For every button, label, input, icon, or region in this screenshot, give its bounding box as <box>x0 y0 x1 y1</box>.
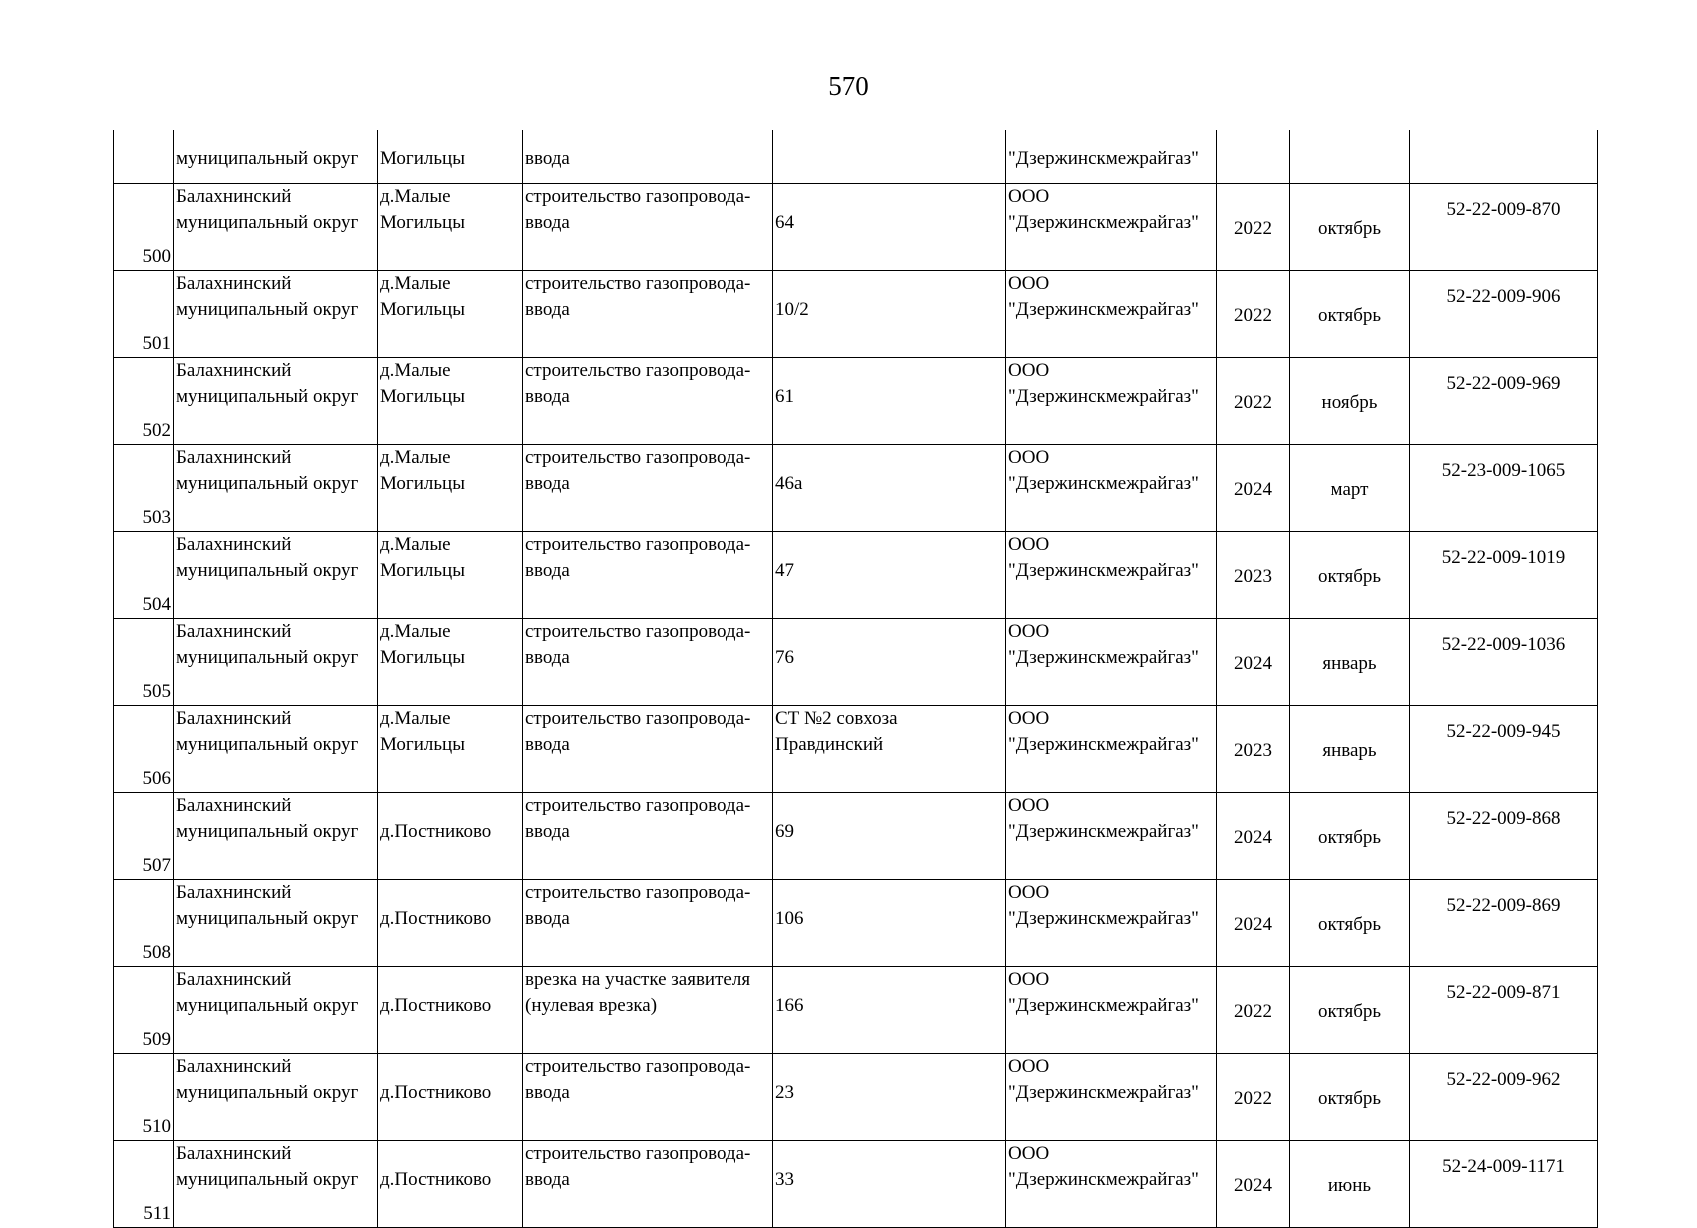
district-line: муниципальный округ <box>176 908 359 929</box>
cell-district <box>174 1054 378 1141</box>
cell-month <box>1290 130 1410 184</box>
cell-work <box>523 967 773 1054</box>
locality-line <box>380 1141 520 1167</box>
cell-work <box>523 358 773 445</box>
org-line: ООО <box>1008 969 1050 990</box>
cell-locality <box>378 532 523 619</box>
district-line: Балахнинский <box>176 795 292 816</box>
cell-year: 2024 <box>1217 880 1290 967</box>
cell-district <box>174 706 378 793</box>
address-line: 64 <box>775 212 794 233</box>
org-line: ООО <box>1008 1056 1050 1077</box>
locality-line <box>380 793 520 819</box>
district-line: муниципальный округ <box>176 1169 359 1190</box>
address-line: 33 <box>775 1169 794 1190</box>
district-line: муниципальный округ <box>176 299 359 320</box>
table-row <box>114 532 1598 619</box>
locality-line <box>380 1054 520 1080</box>
cell-org <box>1006 706 1217 793</box>
address-line: 106 <box>775 908 804 929</box>
work-line: строительство газопровода- <box>525 621 751 642</box>
locality-line: Могильцы <box>380 560 465 581</box>
org-line: "Дзержинскмежрайгаз" <box>1008 386 1199 407</box>
cell-locality <box>378 184 523 271</box>
address-line <box>775 880 1003 906</box>
cell-code <box>1410 130 1598 184</box>
cell-num: 505 <box>114 619 174 706</box>
work-line: строительство газопровода- <box>525 186 751 207</box>
cell-year <box>1217 130 1290 184</box>
cell-num: 501 <box>114 271 174 358</box>
cell-month: октябрь <box>1290 184 1410 271</box>
district-line: Балахнинский <box>176 708 292 729</box>
cell-num: 509 <box>114 967 174 1054</box>
cell-district <box>174 184 378 271</box>
org-line: "Дзержинскмежрайгаз" <box>1008 560 1199 581</box>
work-line: строительство газопровода- <box>525 447 751 468</box>
work-line: ввода <box>525 212 570 233</box>
cell-address <box>773 532 1006 619</box>
table-row <box>114 184 1598 271</box>
work-line: ввода <box>525 1082 570 1103</box>
org-line: "Дзержинскмежрайгаз" <box>1008 908 1199 929</box>
cell-year: 2024 <box>1217 793 1290 880</box>
cell-address <box>773 706 1006 793</box>
cell-address <box>773 880 1006 967</box>
cell-code: 52-22-009-1036 <box>1410 619 1598 706</box>
locality-line <box>380 880 520 906</box>
cell-year: 2023 <box>1217 706 1290 793</box>
cell-work <box>523 271 773 358</box>
cell-month: октябрь <box>1290 271 1410 358</box>
cell-year: 2022 <box>1217 271 1290 358</box>
cell-month: январь <box>1290 706 1410 793</box>
address-line: Правдинский <box>775 734 884 755</box>
locality-line: д.Постниково <box>380 908 492 929</box>
work-line: строительство газопровода- <box>525 360 751 381</box>
cell-month: октябрь <box>1290 1054 1410 1141</box>
district-line: Балахнинский <box>176 447 292 468</box>
org-line: "Дзержинскмежрайгаз" <box>1008 734 1199 755</box>
cell-month: июнь <box>1290 1141 1410 1228</box>
cell-code: 52-22-009-945 <box>1410 706 1598 793</box>
cell-work <box>523 793 773 880</box>
work-line: строительство газопровода- <box>525 534 751 555</box>
cell-org <box>1006 445 1217 532</box>
cell-district: муниципальный округ <box>174 130 378 184</box>
cell-work <box>523 184 773 271</box>
cell-locality <box>378 967 523 1054</box>
continuation-row <box>114 130 1598 184</box>
cell-district <box>174 793 378 880</box>
district-line: муниципальный округ <box>176 386 359 407</box>
cell-month: октябрь <box>1290 793 1410 880</box>
cell-address <box>773 358 1006 445</box>
cell-address <box>773 1141 1006 1228</box>
district-line: Балахнинский <box>176 273 292 294</box>
work-line: строительство газопровода- <box>525 708 751 729</box>
org-line: ООО <box>1008 186 1050 207</box>
district-line: муниципальный округ <box>176 647 359 668</box>
cell-month: март <box>1290 445 1410 532</box>
district-line: Балахнинский <box>176 969 292 990</box>
locality-line: Могильцы <box>380 473 465 494</box>
work-line: ввода <box>525 821 570 842</box>
table-row <box>114 793 1598 880</box>
cell-num: 502 <box>114 358 174 445</box>
cell-code: 52-22-009-1019 <box>1410 532 1598 619</box>
cell-district <box>174 967 378 1054</box>
cell-work: ввода <box>523 130 773 184</box>
cell-org <box>1006 880 1217 967</box>
org-line: ООО <box>1008 360 1050 381</box>
cell-org <box>1006 1054 1217 1141</box>
work-line: ввода <box>525 473 570 494</box>
registry-table <box>113 130 1598 1228</box>
cell-org <box>1006 619 1217 706</box>
cell-district <box>174 445 378 532</box>
cell-address <box>773 967 1006 1054</box>
table-row <box>114 271 1598 358</box>
locality-line: Могильцы <box>380 212 465 233</box>
cell-locality <box>378 619 523 706</box>
cell-year: 2022 <box>1217 967 1290 1054</box>
cell-work <box>523 880 773 967</box>
locality-line: д.Постниково <box>380 995 492 1016</box>
cell-num: 508 <box>114 880 174 967</box>
locality-line: д.Постниково <box>380 1169 492 1190</box>
work-line: (нулевая врезка) <box>525 995 658 1016</box>
cell-locality <box>378 1141 523 1228</box>
address-line <box>775 358 1003 384</box>
cell-address <box>773 184 1006 271</box>
cell-locality <box>378 271 523 358</box>
org-line: "Дзержинскмежрайгаз" <box>1008 647 1199 668</box>
cell-num: 511 <box>114 1141 174 1228</box>
cell-year: 2024 <box>1217 445 1290 532</box>
org-line: "Дзержинскмежрайгаз" <box>1008 821 1199 842</box>
cell-work <box>523 532 773 619</box>
cell-locality <box>378 880 523 967</box>
cell-locality <box>378 358 523 445</box>
org-line: "Дзержинскмежрайгаз" <box>1008 473 1199 494</box>
cell-num: 507 <box>114 793 174 880</box>
cell-work <box>523 619 773 706</box>
district-line: муниципальный округ <box>176 995 359 1016</box>
cell-num: 510 <box>114 1054 174 1141</box>
district-line: Балахнинский <box>176 1056 292 1077</box>
cell-district <box>174 271 378 358</box>
district-line: Балахнинский <box>176 360 292 381</box>
table-row <box>114 880 1598 967</box>
cell-work <box>523 706 773 793</box>
cell-district <box>174 1141 378 1228</box>
cell-code: 52-22-009-969 <box>1410 358 1598 445</box>
cell-work <box>523 1141 773 1228</box>
address-line: 166 <box>775 995 804 1016</box>
cell-district <box>174 619 378 706</box>
district-line: муниципальный округ <box>176 734 359 755</box>
cell-month: октябрь <box>1290 880 1410 967</box>
address-line <box>775 445 1003 471</box>
address-line: 46а <box>775 473 803 494</box>
locality-line: д.Малые <box>380 534 451 555</box>
page-number: 570 <box>828 71 869 101</box>
cell-org <box>1006 967 1217 1054</box>
cell-year: 2022 <box>1217 1054 1290 1141</box>
address-line: 69 <box>775 821 794 842</box>
cell-code: 52-24-009-1171 <box>1410 1141 1598 1228</box>
org-line: ООО <box>1008 273 1050 294</box>
district-line: Балахнинский <box>176 1143 292 1164</box>
work-line: ввода <box>525 1169 570 1190</box>
address-line <box>775 619 1003 645</box>
address-line: СТ №2 совхоза <box>775 708 898 729</box>
locality-line: Могильцы <box>380 299 465 320</box>
cell-org <box>1006 271 1217 358</box>
work-line: строительство газопровода- <box>525 273 751 294</box>
address-line: 23 <box>775 1082 794 1103</box>
org-line: ООО <box>1008 708 1050 729</box>
locality-line: Могильцы <box>380 386 465 407</box>
cell-locality <box>378 706 523 793</box>
locality-line: д.Постниково <box>380 1082 492 1103</box>
table-row <box>114 619 1598 706</box>
work-line: врезка на участке заявителя <box>525 969 751 990</box>
org-line: "Дзержинскмежрайгаз" <box>1008 299 1199 320</box>
work-line: ввода <box>525 299 570 320</box>
locality-line <box>380 967 520 993</box>
cell-code: 52-22-009-962 <box>1410 1054 1598 1141</box>
locality-line: Могильцы <box>380 647 465 668</box>
org-line: "Дзержинскмежрайгаз" <box>1008 1082 1199 1103</box>
cell-year: 2024 <box>1217 1141 1290 1228</box>
work-line: ввода <box>525 734 570 755</box>
cell-code: 52-22-009-869 <box>1410 880 1598 967</box>
work-line: ввода <box>525 908 570 929</box>
work-line: строительство газопровода- <box>525 882 751 903</box>
cell-month: октябрь <box>1290 532 1410 619</box>
table-row <box>114 706 1598 793</box>
district-line: муниципальный округ <box>176 560 359 581</box>
cell-address <box>773 130 1006 184</box>
locality-line: д.Малые <box>380 186 451 207</box>
cell-num: 504 <box>114 532 174 619</box>
district-line: муниципальный округ <box>176 212 359 233</box>
cell-org <box>1006 793 1217 880</box>
cell-org <box>1006 1141 1217 1228</box>
locality-line: д.Малые <box>380 447 451 468</box>
cell-work <box>523 1054 773 1141</box>
address-line: 76 <box>775 647 794 668</box>
address-line <box>775 532 1003 558</box>
address-line <box>775 793 1003 819</box>
table-row <box>114 358 1598 445</box>
cell-code: 52-22-009-870 <box>1410 184 1598 271</box>
work-line: ввода <box>525 386 570 407</box>
address-line <box>775 271 1003 297</box>
cell-district <box>174 532 378 619</box>
address-line <box>775 1141 1003 1167</box>
work-line: строительство газопровода- <box>525 1143 751 1164</box>
cell-year: 2022 <box>1217 358 1290 445</box>
locality-line: д.Малые <box>380 273 451 294</box>
org-line: ООО <box>1008 882 1050 903</box>
cell-district <box>174 880 378 967</box>
cell-code: 52-22-009-871 <box>1410 967 1598 1054</box>
district-line: Балахнинский <box>176 534 292 555</box>
address-line <box>775 184 1003 210</box>
locality-line: д.Малые <box>380 360 451 381</box>
cell-address <box>773 271 1006 358</box>
work-line: строительство газопровода- <box>525 795 751 816</box>
org-line: "Дзержинскмежрайгаз" <box>1008 1169 1199 1190</box>
address-line <box>775 1054 1003 1080</box>
cell-year: 2022 <box>1217 184 1290 271</box>
cell-code: 52-22-009-906 <box>1410 271 1598 358</box>
district-line: муниципальный округ <box>176 821 359 842</box>
address-line: 10/2 <box>775 299 809 320</box>
district-line: Балахнинский <box>176 882 292 903</box>
cell-locality <box>378 445 523 532</box>
work-line: строительство газопровода- <box>525 1056 751 1077</box>
cell-code: 52-22-009-868 <box>1410 793 1598 880</box>
work-line: ввода <box>525 560 570 581</box>
district-line: Балахнинский <box>176 186 292 207</box>
cell-month: ноябрь <box>1290 358 1410 445</box>
cell-code: 52-23-009-1065 <box>1410 445 1598 532</box>
cell-num: 503 <box>114 445 174 532</box>
cell-address <box>773 1054 1006 1141</box>
locality-line: д.Малые <box>380 621 451 642</box>
address-line <box>775 967 1003 993</box>
locality-line: д.Малые <box>380 708 451 729</box>
cell-org <box>1006 184 1217 271</box>
district-line: муниципальный округ <box>176 1082 359 1103</box>
cell-work <box>523 445 773 532</box>
org-line: ООО <box>1008 447 1050 468</box>
district-line: муниципальный округ <box>176 473 359 494</box>
cell-num: 506 <box>114 706 174 793</box>
address-line: 61 <box>775 386 794 407</box>
table-row <box>114 445 1598 532</box>
locality-line: Могильцы <box>380 734 465 755</box>
cell-address <box>773 445 1006 532</box>
address-line: 47 <box>775 560 794 581</box>
locality-line: д.Постниково <box>380 821 492 842</box>
cell-address <box>773 793 1006 880</box>
cell-num: 500 <box>114 184 174 271</box>
table-row <box>114 1141 1598 1228</box>
work-line: ввода <box>525 647 570 668</box>
org-line: ООО <box>1008 621 1050 642</box>
cell-year: 2024 <box>1217 619 1290 706</box>
table-row <box>114 1054 1598 1141</box>
cell-org: "Дзержинскмежрайгаз" <box>1006 130 1217 184</box>
org-line: "Дзержинскмежрайгаз" <box>1008 995 1199 1016</box>
cell-locality: Могильцы <box>378 130 523 184</box>
org-line: "Дзержинскмежрайгаз" <box>1008 212 1199 233</box>
cell-month: октябрь <box>1290 967 1410 1054</box>
table-row <box>114 967 1598 1054</box>
cell-org <box>1006 532 1217 619</box>
cell-address <box>773 619 1006 706</box>
cell-org <box>1006 358 1217 445</box>
cell-district <box>174 358 378 445</box>
cell-locality <box>378 1054 523 1141</box>
district-line: Балахнинский <box>176 621 292 642</box>
cell-num <box>114 130 174 184</box>
cell-year: 2023 <box>1217 532 1290 619</box>
org-line: ООО <box>1008 1143 1050 1164</box>
cell-month: январь <box>1290 619 1410 706</box>
org-line: ООО <box>1008 534 1050 555</box>
org-line: ООО <box>1008 795 1050 816</box>
cell-locality <box>378 793 523 880</box>
